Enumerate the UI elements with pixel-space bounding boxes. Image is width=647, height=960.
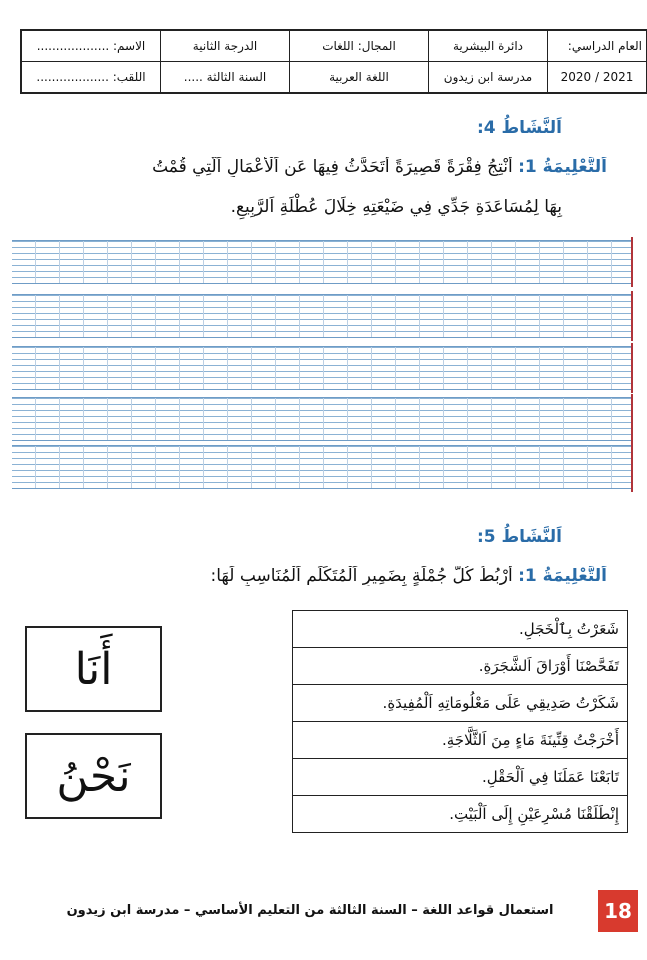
field-name: المجال: اللغات [290, 30, 429, 62]
level-name: السنة الثالثة ..... [161, 62, 290, 94]
district-name: دائرة البيشرية [429, 30, 548, 62]
sentence-item[interactable]: شَعَرْتُ بِٱلْخَجَلِ. [293, 611, 628, 648]
header-info-table [20, 29, 647, 94]
sentences-table [292, 610, 628, 833]
pronoun-box-ana[interactable]: أَنَا [25, 626, 162, 712]
activity-4-instruction-label: اَلتَّعْلِيمَةُ 1: [518, 157, 607, 177]
page-number-badge: 18 [598, 890, 638, 932]
writing-lines-3[interactable] [12, 346, 633, 390]
pronoun-box-nahnu[interactable]: نَحْنُ [25, 733, 162, 819]
activity-5-title: اَلنَّشَاطُ 5: [476, 527, 562, 547]
school-year-value: 2021 / 2020 [548, 62, 647, 94]
sentence-item[interactable]: شَكَرْتُ صَدِيقِي عَلَى مَعْلُومَاتِهِ اَلْمُفِيدَةِ. [293, 685, 628, 722]
sentence-item[interactable]: تَابَعْنَا عَمَلَنَا فِي اَلْحَقْلِ. [293, 759, 628, 796]
grade-name: الدرجة الثانية [161, 30, 290, 62]
activity-5-instruction-label: اَلتَّعْلِيمَةُ 1: [518, 566, 607, 586]
activity-4-title: اَلنَّشَاطُ 4: [476, 118, 562, 138]
activity-5-instruction [20, 566, 607, 586]
school-name: مدرسة ابن زيدون [429, 62, 548, 94]
activity-4-instruction [20, 157, 607, 177]
activity-4-instruction-line2: بِهَا لِمُسَاعَدَةِ جَدِّي فِي ضَيْعَتِهِ خِلَالَ عُطْلَةِ اَلرَّبِيعِ. [230, 197, 562, 217]
subject-name: اللغة العربية [290, 62, 429, 94]
student-surname-field[interactable]: اللقب: ................... [21, 62, 161, 94]
writing-lines-1[interactable] [12, 240, 633, 284]
school-year-label: العام الدراسي: [548, 30, 647, 62]
sentence-item[interactable]: أَخْرَجْتُ قِنِّينَةَ مَاءٍ مِنَ اَلثَّلَّاجَةِ. [293, 722, 628, 759]
footer-caption: استعمال قواعد اللغة – السنة الثالثة من التعليم الأساسي – مدرسة ابن زيدون [66, 903, 554, 918]
writing-lines-2[interactable] [12, 294, 633, 338]
student-name-field[interactable]: الاسم: ................... [21, 30, 161, 62]
writing-lines-4[interactable] [12, 397, 633, 441]
writing-lines-5[interactable] [12, 445, 633, 489]
activity-4-instruction-text: أَنْتِجُ فِقْرَةً قَصِيرَةً أَتَحَدَّثُ فِيهَا عَنِ اَلْأَعْمَالِ اَلَّتِي قُمْتُ [152, 157, 513, 177]
sentence-item[interactable]: إِنْطَلَقْنَا مُسْرِعَيْنِ إِلَى اَلْبَيْتِ. [293, 796, 628, 833]
sentence-item[interactable]: تَفَحَّصْنَا أَوْرَاقَ اَلشَّجَرَةِ. [293, 648, 628, 685]
activity-5-instruction-text: أَرْبُطُ كُلَّ جُمْلَةٍ بِضَمِيرِ اَلْمُتَكَلِّمِ اَلْمُنَاسِبِ لَهَا: [210, 566, 513, 586]
